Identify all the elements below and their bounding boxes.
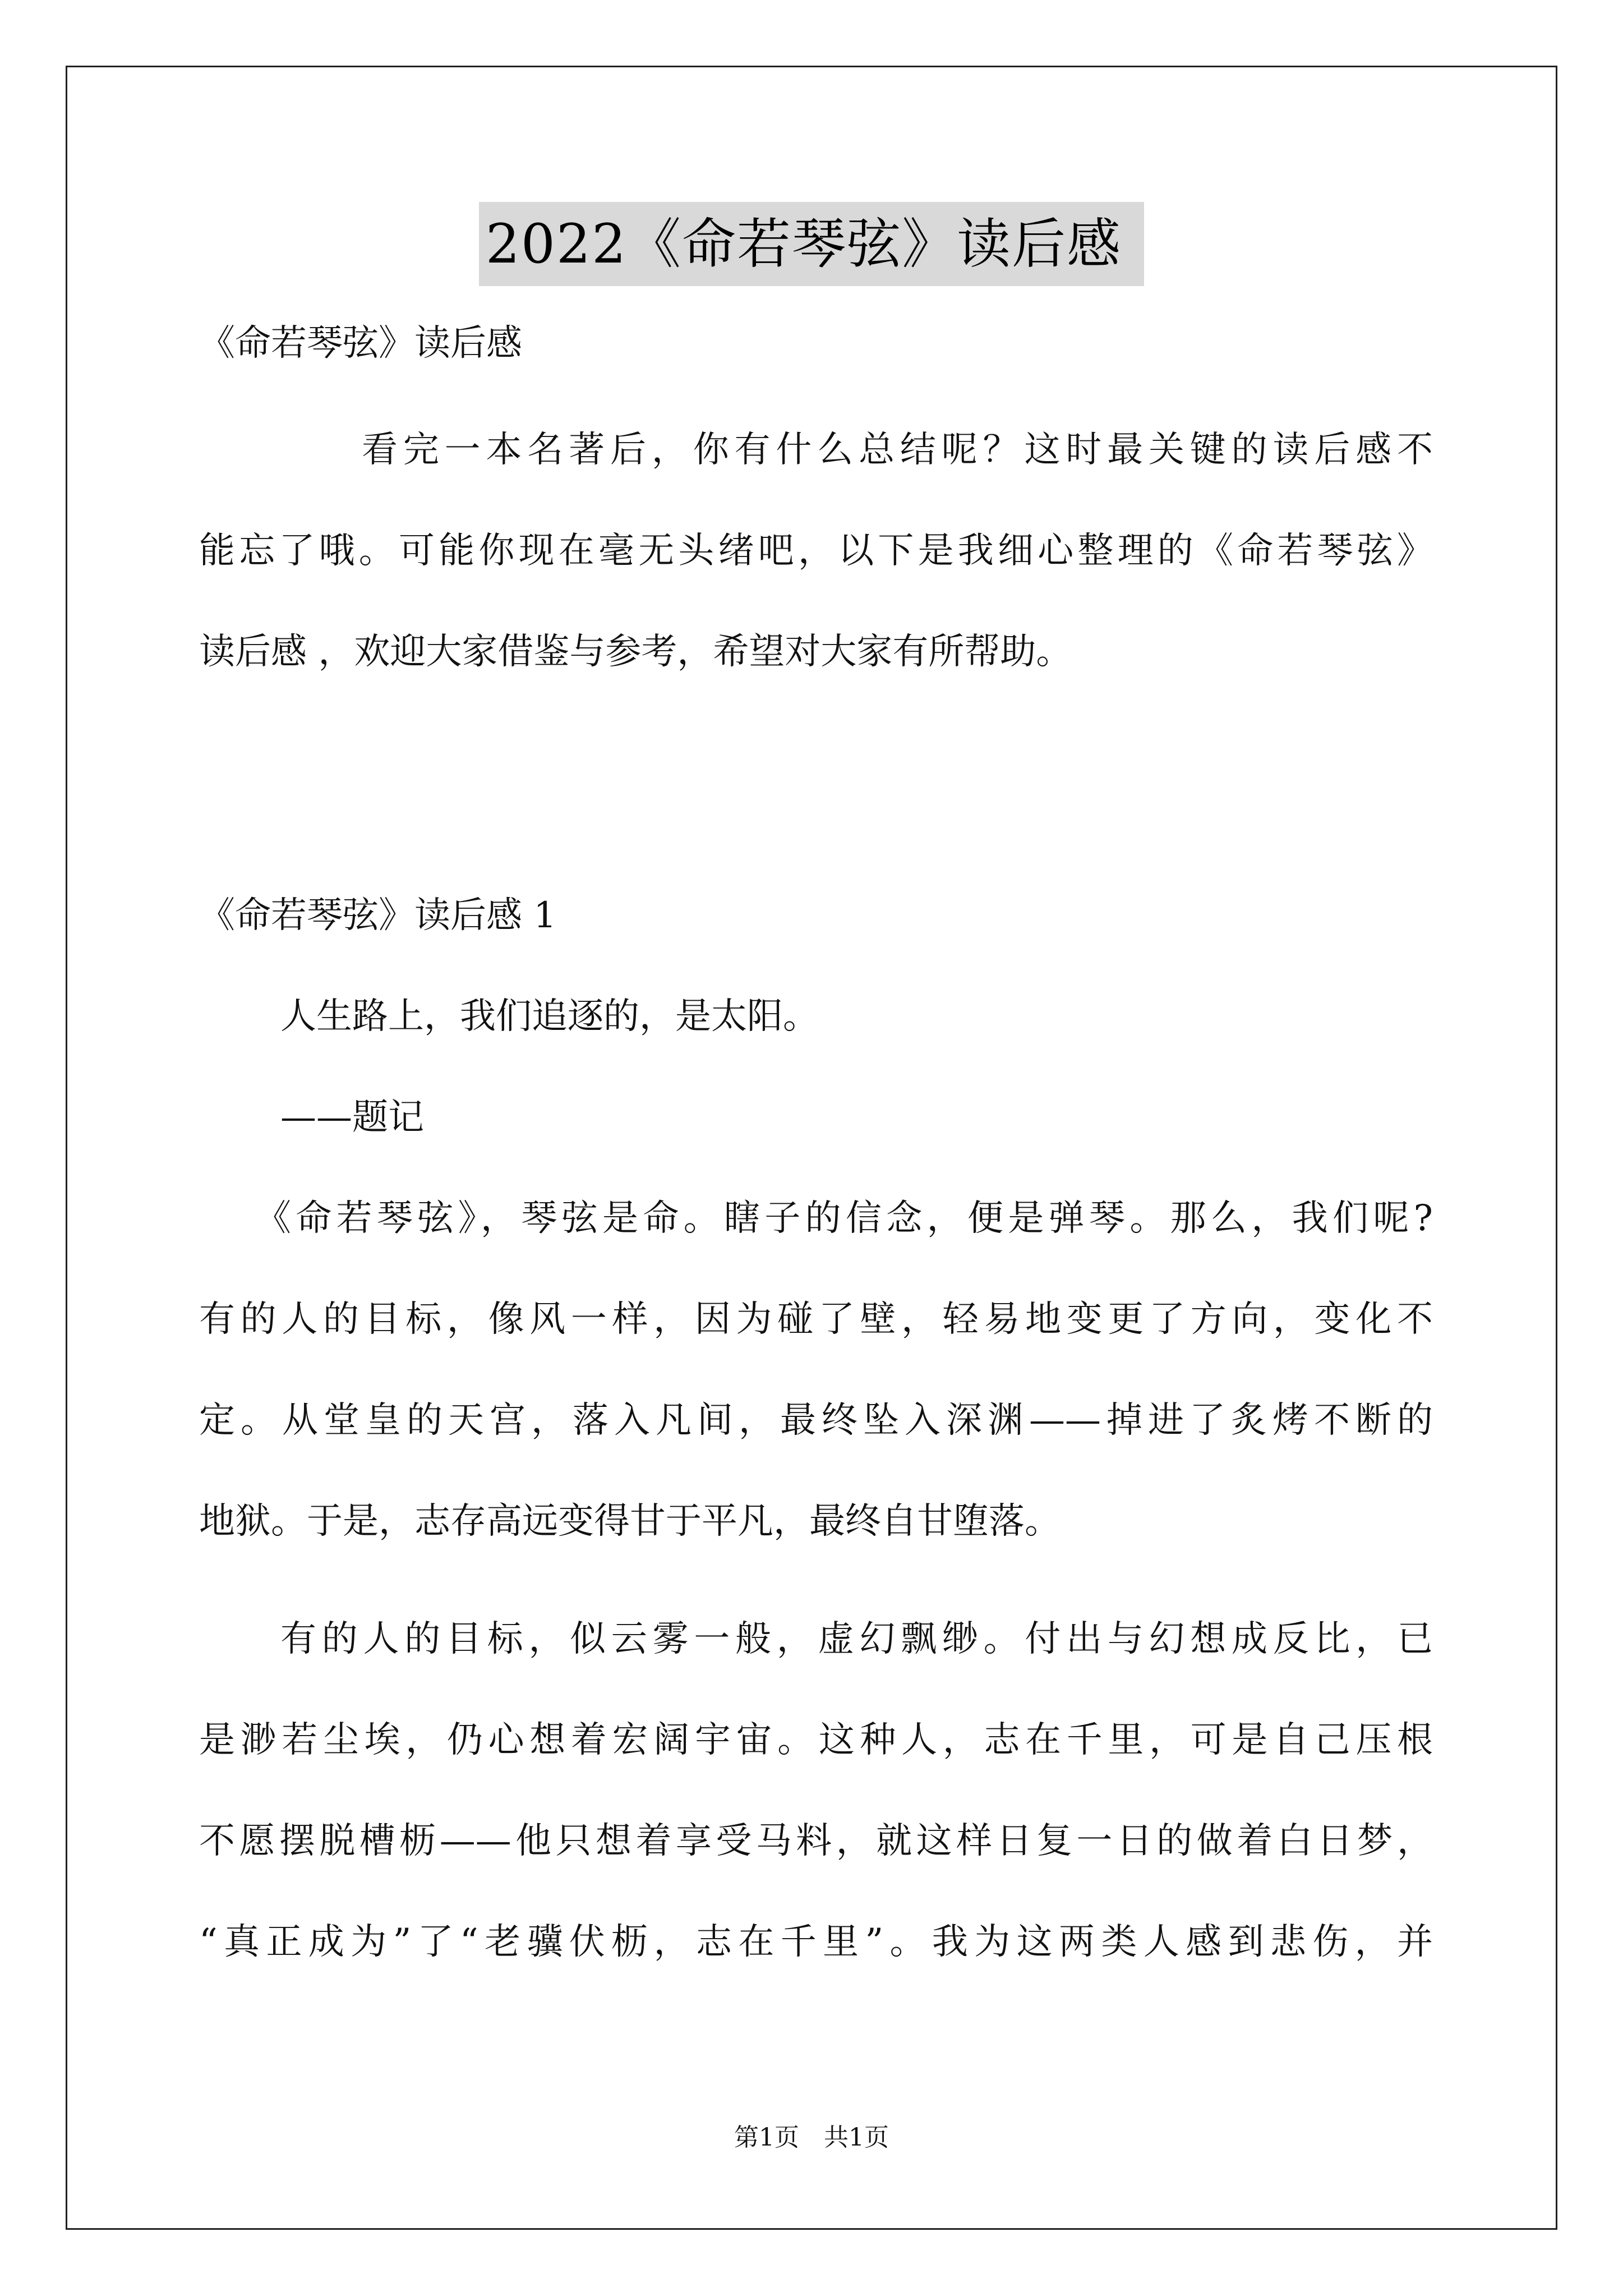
title-wrap: [0, 202, 1623, 286]
paragraph-line-5: 定。从堂皇的天宫，落入凡间，最终坠入深渊——掉进了炙烤不断的: [199, 1400, 1433, 1441]
paragraph-line-4: 有的人的目标，像风一样，因为碰了壁，轻易地变更了方向，变化不: [199, 1299, 1433, 1340]
page-footer: 第1页 共1页: [734, 2123, 889, 2152]
section-heading: 《命若琴弦》读后感 1: [199, 895, 557, 936]
intro-line-3: 读后感 ，欢迎大家借鉴与参考，希望对大家有所帮助。: [199, 631, 1072, 673]
paragraph-line-3: 《命若琴弦》，琴弦是命。瞎子的信念，便是弹琴。那么，我们呢?: [255, 1198, 1433, 1239]
paragraph-line-9: 不愿摆脱槽枥——他只想着享受马料，就这样日复一日的做着白日梦，: [199, 1820, 1433, 1862]
intro-line-1: 看完一本名著后，你有什么总结呢？这时最关键的读后感不: [362, 429, 1433, 471]
paragraph-line-8: 是渺若尘埃，仍心想着宏阔宇宙。这种人，志在千里，可是自己压根: [199, 1719, 1433, 1761]
paragraph-line-6: 地狱。于是，志存高远变得甘于平凡，最终自甘堕落。: [199, 1501, 1061, 1542]
paragraph-line-1: 人生路上，我们追逐的，是太阳。: [280, 996, 819, 1037]
intro-line-2: 能忘了哦。可能你现在毫无头绪吧，以下是我细心整理的《命若琴弦》: [199, 530, 1433, 572]
document-title: 2022《命若琴弦》读后感: [479, 202, 1144, 286]
paragraph-line-10: “真正成为”了“老骥伏枥，志在千里”。我为这两类人感到悲伤，并: [199, 1921, 1433, 1963]
paragraph-line-7: 有的人的目标，似云雾一般，虚幻飘缈。付出与幻想成反比，已: [280, 1618, 1433, 1660]
subtitle: 《命若琴弦》读后感: [199, 323, 522, 364]
page-border: [66, 66, 1557, 2230]
epigraph-attribution: ——题记: [280, 1097, 424, 1138]
